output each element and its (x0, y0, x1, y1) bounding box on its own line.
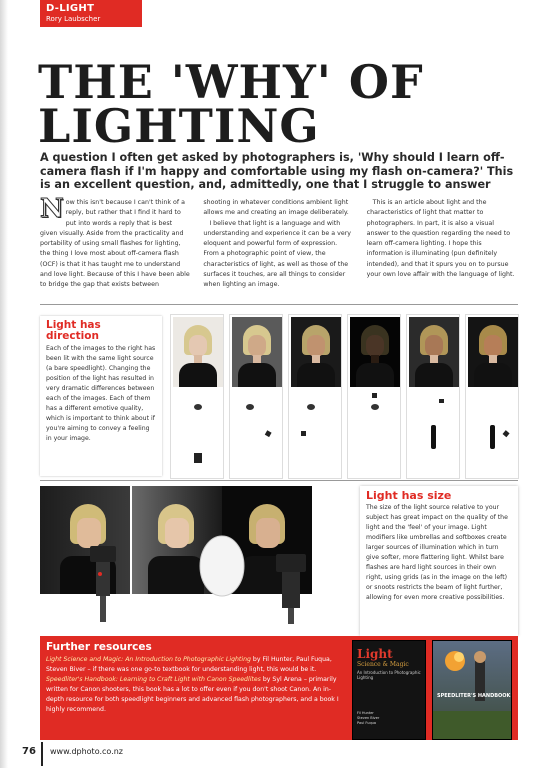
face-shape (366, 335, 384, 357)
footer-url: www.dphoto.co.nz (50, 747, 123, 756)
portrait-photo (291, 317, 341, 387)
resources-text (46, 655, 346, 715)
size-panel (360, 486, 518, 636)
lighting-diagram (468, 391, 518, 477)
section-name: D-LIGHT (46, 3, 95, 14)
portrait-photo (232, 317, 282, 387)
face-shape (484, 335, 502, 357)
size-text: The size of the light source relative to your subject has great impact on the quality of the light and the 'feel' of your image. Light modifiers like umbrellas and softboxes create larger sources of illumination which in turn give softer, more flattering light. Whilst bare flashes are hard light sources in their own right, using grids (as in the image on the left) or snoots restricts the beam of light further, allowing for even more creative possibilities. (366, 504, 508, 601)
lighting-diagram (232, 391, 282, 477)
book-cover-light-science-magic (352, 640, 426, 740)
author-name: Rory Laubscher (46, 15, 101, 23)
shirt-shape (356, 363, 394, 387)
footer-divider (41, 742, 43, 766)
body-text: ow this isn't because I can't think of a reply, but rather that I find it hard to put into words a reply that is best given visually. Aside from the practicality and portability of using small flashes for lighting, the thing I love most about off-camera flash (OCF) is that it has taught me to understand and love light. Because of this I have been able to bridge the gap that exists between (40, 199, 190, 289)
book-description: by Fil Hunter, Paul Fuqua, Steven Biver – if there was one go-to textbook for understanding light, this would be it. (46, 656, 332, 673)
face-shape (425, 335, 443, 357)
size-heading: Light has size (366, 489, 452, 502)
portrait-photo (350, 317, 400, 387)
body-paragraph: shooting in whatever conditions ambient light allows me and creating an image deliberately. (203, 199, 349, 217)
lighting-example (229, 314, 283, 479)
divider (40, 304, 518, 305)
portrait-photo (409, 317, 459, 387)
book-cover-tagline: An Introduction to Photographic Lighting (357, 670, 421, 680)
light-size-photos (40, 486, 358, 624)
resources-heading: Further resources (46, 641, 152, 653)
page-number: 76 (22, 746, 36, 757)
lighting-diagram (173, 391, 223, 477)
body-column-1 (40, 194, 191, 289)
lighting-diagram (409, 391, 459, 477)
book-cover-subtitle: Science & Magic (357, 661, 409, 668)
lighting-direction-strip (170, 314, 520, 479)
face-shape (189, 335, 207, 357)
direction-panel (40, 316, 162, 476)
lighting-example (465, 314, 519, 479)
body-paragraph: I believe that light is a language and with understanding and experience it can be a very eloquent and powerful form of expression. From a photographic point of view, the characteristics of light, as well as those of the surfaces it touches, are all things to consider when lighting an image. (203, 219, 352, 289)
lighting-diagram (350, 391, 400, 477)
body-paragraph: This is an article about light and the characteristics of light that matter to photographers. In part, it is also a visual answer to the question regarding the need to learn off-camera lighting. I hope this information is illuminating (pun definitely intended), and that it spurs you on to pursue your own love affair with the language of light. (366, 199, 515, 279)
standfirst: A question I often get asked by photographers is, 'Why should I learn off-camera flash if I'm happy and comfortable using my flash on-camera?' This is an excellent question, and, admittedly, one that I struggle to answer (40, 151, 514, 191)
lighting-diagram (291, 391, 341, 477)
book-cover-title: Light (357, 647, 393, 661)
lighting-example (347, 314, 401, 479)
drop-cap: N (40, 194, 64, 224)
section-tab (40, 0, 142, 27)
portrait-photo (173, 317, 223, 387)
shirt-shape (179, 363, 217, 387)
body-column-2 (203, 198, 354, 288)
speedlight-illustration (40, 526, 358, 624)
lighting-example (170, 314, 224, 479)
book-cover-authors: Fil Hunter Steven Biver Paul Fuqua (357, 711, 380, 725)
book-title: Speedliter's Handbook: Learning to Craft Light with Canon Speedlites (46, 676, 261, 683)
book-cover-title: SPEEDLITER'S HANDBOOK (437, 693, 511, 699)
shirt-shape (474, 363, 512, 387)
lighting-example (406, 314, 460, 479)
book-description: by Syl Arena – primarily written for Canon shooters, this book has a lot to offer even if you don't shoot Canon. An in-depth resource for both speedlight beginners and advanced flash photographers, and a book I highly recommend. (46, 676, 339, 713)
direction-heading: Light has direction (46, 319, 101, 342)
book-title: Light Science and Magic: An Introduction to Photographic Lighting (46, 656, 251, 663)
shirt-shape (238, 363, 276, 387)
book-cover-artwork (433, 641, 512, 740)
article-title: THE 'WHY' OF LIGHTING (38, 55, 424, 153)
shirt-shape (415, 363, 453, 387)
article-body (40, 194, 518, 289)
divider (40, 480, 518, 481)
face-shape (307, 335, 325, 357)
body-column-3 (367, 198, 518, 288)
face-shape (248, 335, 266, 357)
shirt-shape (297, 363, 335, 387)
lighting-example (288, 314, 342, 479)
direction-text: Each of the images to the right has been lit with the same light source (a bare speedlight). Changing the position of the light has resulted in very dramatic differences between each of the images. Each of them has a different emotive quality, which is important to think about if you're aiming to convey a feeling in your image. (46, 345, 156, 442)
page-gutter-shadow (0, 0, 8, 768)
portrait-photo (468, 317, 518, 387)
book-cover-speedliters-handbook (432, 640, 512, 740)
